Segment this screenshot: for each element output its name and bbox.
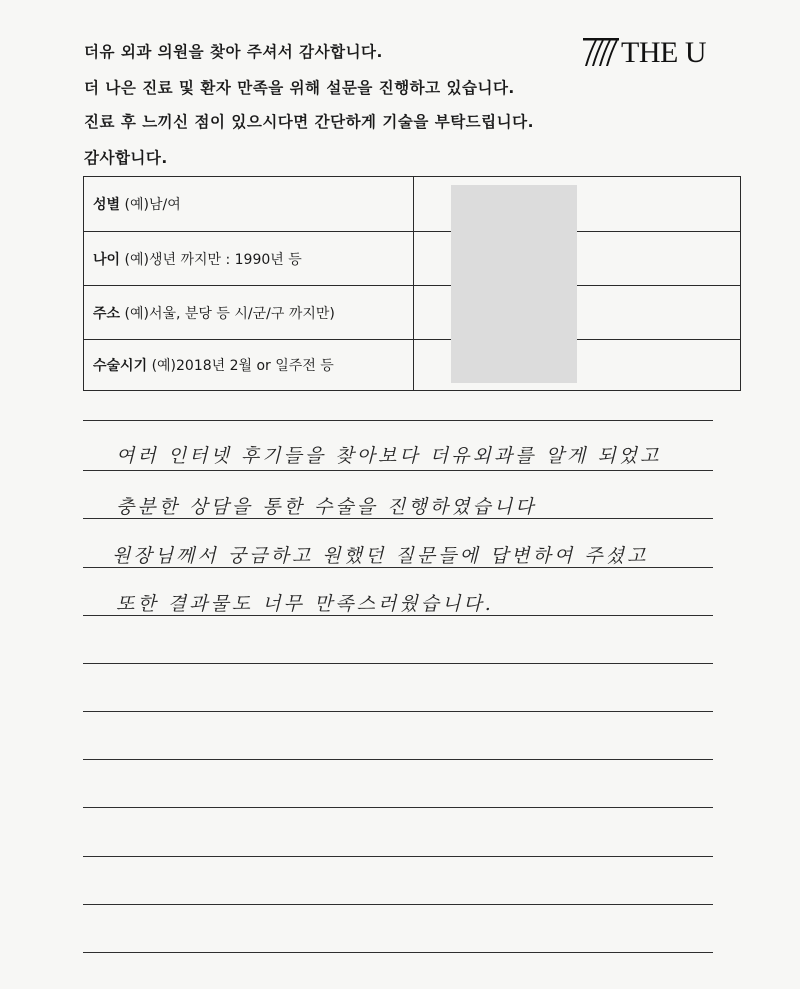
- row-label: [93, 303, 335, 323]
- clinic-logo: [583, 36, 706, 70]
- patient-info-table: [83, 176, 741, 391]
- ruled-line: [83, 663, 713, 664]
- handwritten-line-3: 원장님께서 궁금하고 원했던 질문들에 답변하여 주셨고: [112, 545, 649, 567]
- row-label: [93, 249, 302, 269]
- table-row: [84, 285, 740, 339]
- table-row: [84, 339, 740, 390]
- ruled-line: [83, 470, 713, 471]
- logo-text: THE U: [621, 36, 706, 69]
- field-name: 성별: [93, 197, 121, 213]
- row-label: [93, 194, 181, 214]
- logo-mark-icon: [583, 38, 619, 68]
- field-name: 주소: [93, 305, 121, 322]
- ruled-line: [83, 952, 713, 953]
- handwritten-line-1: 여러 인터넷 후기들을 찾아보다 더유외과를 알게 되었고: [116, 445, 662, 467]
- column-divider: [413, 177, 414, 390]
- ruled-line: [83, 759, 713, 760]
- field-hint: (예)서울, 분당 등 시/군/구 까지만): [124, 305, 335, 322]
- handwritten-line-2: 충분한 상담을 통한 수술을 진행하였습니다: [116, 496, 537, 518]
- intro-line-3: 진료 후 느끼신 점이 있으시다면 간단하게 기술을 부탁드립니다.: [84, 113, 534, 131]
- intro-line-4: 감사합니다.: [84, 149, 168, 167]
- ruled-line: [83, 420, 713, 421]
- table-row: [84, 177, 740, 231]
- ruled-line: [83, 711, 713, 712]
- field-name: 수술시기: [93, 358, 148, 374]
- ruled-line: [83, 904, 713, 905]
- row-label: [93, 355, 334, 375]
- field-hint: (예)2018년 2월 or 일주전 등: [151, 358, 334, 374]
- intro-line-2: 더 나은 진료 및 환자 만족을 위해 설문을 진행하고 있습니다.: [84, 79, 515, 97]
- ruled-line: [83, 856, 713, 857]
- handwritten-line-4: 또한 결과물도 너무 만족스러웠습니다.: [116, 593, 494, 615]
- table-row: [84, 231, 740, 285]
- field-name: 나이: [93, 251, 121, 268]
- field-hint: (예)남/여: [124, 197, 181, 213]
- intro-line-1: 더유 외과 의원을 찾아 주셔서 감사합니다.: [84, 43, 383, 61]
- ruled-line: [83, 807, 713, 808]
- redacted-answers: [451, 185, 577, 383]
- field-hint: (예)생년 까지만 : 1990년 등: [124, 251, 302, 268]
